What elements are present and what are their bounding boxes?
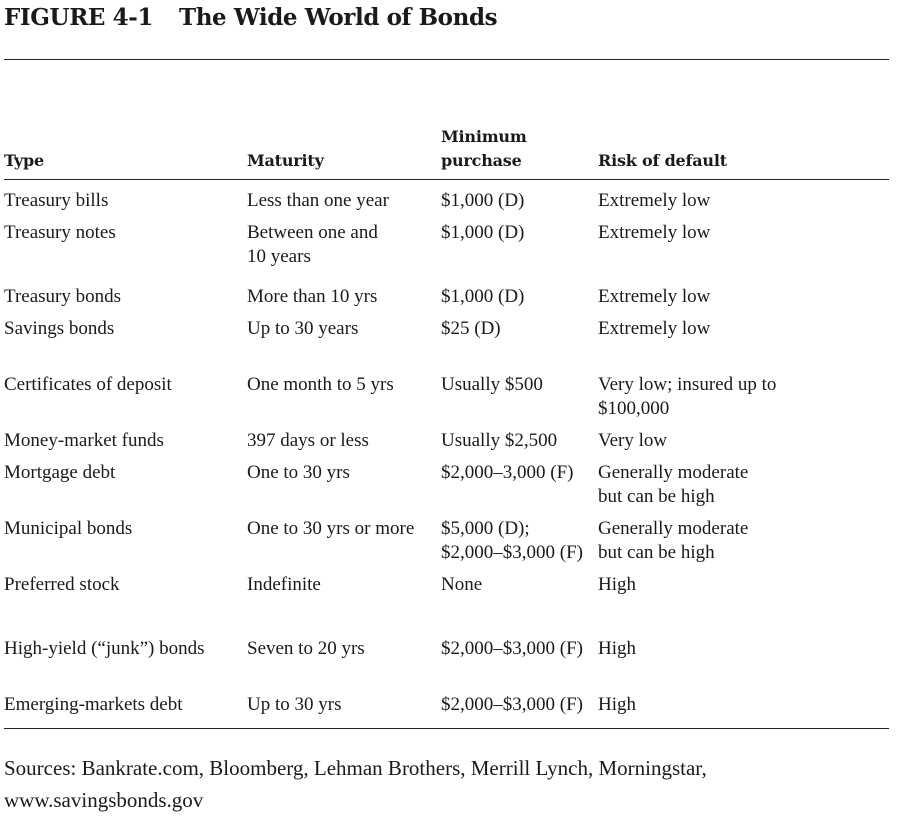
cell-risk: High [598, 638, 636, 659]
cell-maturity: 10 years [247, 246, 311, 267]
cell-min-purchase: $1,000 (D) [441, 190, 525, 211]
cell-type: Certificates of deposit [4, 374, 172, 395]
sources-note [4, 752, 707, 816]
title-divider [4, 59, 889, 60]
cell-type: Treasury notes [4, 222, 116, 243]
cell-type: Money-market funds [4, 430, 164, 451]
cell-risk: High [598, 574, 636, 595]
cell-risk: Extremely low [598, 318, 711, 339]
cell-maturity: One month to 5 yrs [247, 374, 394, 395]
figure-title-text: The Wide World of Bonds [179, 4, 498, 31]
cell-maturity: More than 10 yrs [247, 286, 378, 307]
sources-line-1: Sources: Bankrate.com, Bloomberg, Lehman Brothers, Merrill Lynch, Morningstar, [4, 756, 707, 780]
cell-risk: but can be high [598, 542, 715, 563]
header-maturity: Maturity [247, 151, 324, 170]
cell-type: Savings bonds [4, 318, 115, 339]
cell-maturity: Seven to 20 yrs [247, 638, 365, 659]
figure-label: FIGURE 4-1 [4, 4, 153, 31]
cell-min-purchase: $5,000 (D); [441, 518, 530, 539]
cell-maturity: Between one and [247, 222, 378, 243]
cell-type: High-yield (“junk”) bonds [4, 638, 205, 659]
cell-risk: Extremely low [598, 286, 711, 307]
cell-maturity: Up to 30 yrs [247, 694, 342, 715]
cell-maturity: One to 30 yrs [247, 462, 350, 483]
header-type: Type [4, 151, 45, 170]
cell-min-purchase: $1,000 (D) [441, 286, 525, 307]
sources-line-2: www.savingsbonds.gov [4, 788, 204, 812]
cell-maturity: One to 30 yrs or more [247, 518, 415, 539]
cell-type: Emerging-markets debt [4, 694, 183, 715]
cell-risk: $100,000 [598, 398, 670, 419]
header-divider [4, 179, 889, 180]
cell-min-purchase: $2,000–$3,000 (F) [441, 638, 583, 659]
cell-min-purchase: $1,000 (D) [441, 222, 525, 243]
header-min-purchase-line2: purchase [441, 151, 522, 170]
figure-title [4, 4, 497, 31]
cell-maturity: 397 days or less [247, 430, 369, 451]
cell-risk: but can be high [598, 486, 715, 507]
cell-min-purchase: $2,000–$3,000 (F) [441, 542, 583, 563]
cell-min-purchase: Usually $500 [441, 374, 543, 395]
cell-risk: Generally moderate [598, 518, 749, 539]
cell-maturity: Up to 30 years [247, 318, 359, 339]
cell-risk: Very low [598, 430, 668, 451]
cell-risk: Extremely low [598, 190, 711, 211]
cell-maturity: Indefinite [247, 574, 321, 595]
table-bottom-divider [4, 728, 889, 729]
cell-risk: Extremely low [598, 222, 711, 243]
cell-risk: High [598, 694, 636, 715]
cell-min-purchase: $2,000–$3,000 (F) [441, 694, 583, 715]
header-risk: Risk of default [598, 151, 727, 170]
cell-maturity: Less than one year [247, 190, 389, 211]
cell-risk: Generally moderate [598, 462, 749, 483]
cell-min-purchase: $2,000–3,000 (F) [441, 462, 574, 483]
cell-risk: Very low; insured up to [598, 374, 777, 395]
cell-min-purchase: $25 (D) [441, 318, 501, 339]
cell-min-purchase: Usually $2,500 [441, 430, 558, 451]
cell-type: Preferred stock [4, 574, 120, 595]
cell-min-purchase: None [441, 574, 483, 595]
cell-type: Treasury bonds [4, 286, 121, 307]
header-min-purchase-line1: Minimum [441, 127, 527, 146]
cell-type: Municipal bonds [4, 518, 133, 539]
cell-type: Treasury bills [4, 190, 109, 211]
cell-type: Mortgage debt [4, 462, 116, 483]
